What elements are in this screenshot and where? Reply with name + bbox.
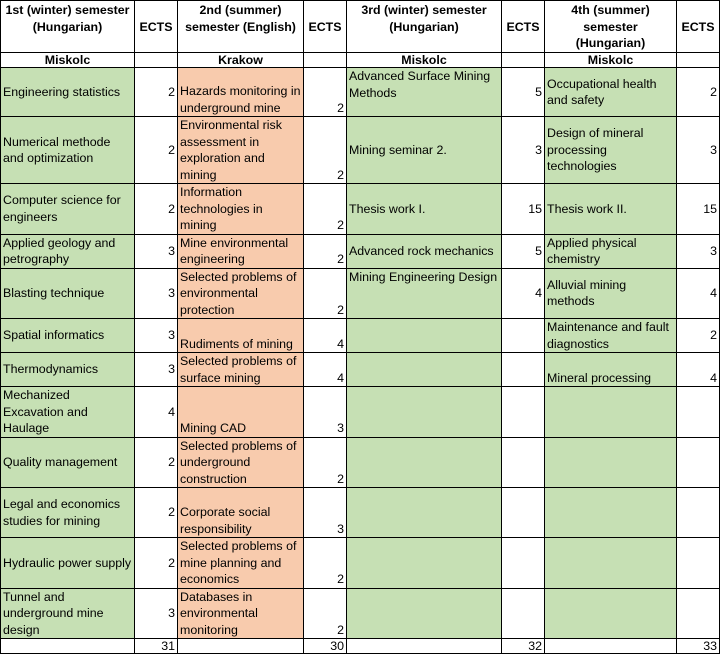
total-label-blank-s3 — [347, 639, 502, 654]
course-name-s1: Engineering statistics — [1, 68, 135, 117]
course-row — [1, 234, 720, 268]
course-name-s4: Design of mineral processing technologies — [545, 117, 677, 184]
course-ects-s1: 3 — [135, 319, 178, 353]
course-ects-s4 — [677, 488, 720, 538]
course-row — [1, 588, 720, 639]
course-name-s2: Mining CAD — [178, 387, 304, 438]
course-ects-s3 — [502, 387, 545, 438]
course-ects-s1: 2 — [135, 184, 178, 235]
course-name-s1: Computer science for engineers — [1, 184, 135, 235]
course-name-s4: Maintenance and fault diagnostics — [545, 319, 677, 353]
course-name-s3 — [347, 488, 502, 538]
semester-2-header: 2nd (summer) semester (English) — [178, 1, 304, 53]
course-name-s2: Mine environmental engineering — [178, 234, 304, 268]
course-ects-s3: 15 — [502, 184, 545, 235]
course-name-s2: Selected problems of mine planning and economics — [178, 538, 304, 589]
total-label-blank-s4 — [545, 639, 677, 654]
course-ects-s2: 2 — [304, 588, 347, 639]
course-ects-s1: 2 — [135, 437, 178, 488]
course-ects-s2: 2 — [304, 184, 347, 235]
course-name-s1: Thermodynamics — [1, 353, 135, 387]
course-name-s1: Numerical methode and optimization — [1, 117, 135, 184]
total-label-blank-s1 — [1, 639, 135, 654]
course-row — [1, 538, 720, 589]
total-ects-s1: 31 — [135, 639, 178, 654]
course-name-s3 — [347, 353, 502, 387]
course-name-s1: Mechanized Excavation and Haulage — [1, 387, 135, 438]
course-name-s2: Corporate social responsibility — [178, 488, 304, 538]
course-ects-s4: 4 — [677, 268, 720, 319]
course-row — [1, 387, 720, 438]
course-name-s3: Advanced rock mechanics — [347, 234, 502, 268]
course-ects-s2: 2 — [304, 117, 347, 184]
course-ects-s1: 3 — [135, 353, 178, 387]
course-name-s4 — [545, 538, 677, 589]
course-name-s4: Mineral processing — [545, 353, 677, 387]
course-ects-s4 — [677, 588, 720, 639]
course-name-s4: Occupational health and safety — [545, 68, 677, 117]
course-ects-s1: 2 — [135, 68, 178, 117]
course-name-s2: Databases in environmental monitoring — [178, 588, 304, 639]
semester-3-location: Miskolc — [347, 53, 502, 68]
course-ects-s1: 4 — [135, 387, 178, 438]
course-ects-s2: 4 — [304, 353, 347, 387]
course-row — [1, 68, 720, 117]
course-ects-s3 — [502, 319, 545, 353]
semester-1-location-ects-blank — [135, 53, 178, 68]
course-row — [1, 117, 720, 184]
course-ects-s4 — [677, 437, 720, 488]
semester-4-location-ects-blank — [677, 53, 720, 68]
course-name-s4 — [545, 588, 677, 639]
course-name-s4 — [545, 437, 677, 488]
course-name-s3: Advanced Surface Mining Methods — [347, 68, 502, 117]
semester-3-header: 3rd (winter) semester (Hungarian) — [347, 1, 502, 53]
course-name-s3 — [347, 437, 502, 488]
course-name-s3: Mining Engineering Design — [347, 268, 502, 319]
header-row — [1, 1, 720, 53]
course-name-s1: Applied geology and petrography — [1, 234, 135, 268]
semester-1-location: Miskolc — [1, 53, 135, 68]
course-name-s1: Legal and economics studies for mining — [1, 488, 135, 538]
course-ects-s2: 2 — [304, 268, 347, 319]
course-ects-s4 — [677, 538, 720, 589]
course-ects-s2: 3 — [304, 488, 347, 538]
semester-2-location: Krakow — [178, 53, 304, 68]
course-name-s1: Spatial informatics — [1, 319, 135, 353]
course-name-s4 — [545, 488, 677, 538]
course-ects-s3 — [502, 588, 545, 639]
course-ects-s4: 3 — [677, 234, 720, 268]
course-name-s3 — [347, 588, 502, 639]
course-ects-s3 — [502, 488, 545, 538]
course-ects-s4: 2 — [677, 319, 720, 353]
course-ects-s1: 2 — [135, 488, 178, 538]
course-name-s1: Quality management — [1, 437, 135, 488]
location-row — [1, 53, 720, 68]
course-ects-s4: 15 — [677, 184, 720, 235]
course-row — [1, 184, 720, 235]
semester-4-ects-header: ECTS — [677, 1, 720, 53]
course-ects-s3 — [502, 437, 545, 488]
course-name-s3 — [347, 538, 502, 589]
course-name-s2: Information technologies in mining — [178, 184, 304, 235]
course-ects-s2: 2 — [304, 538, 347, 589]
course-ects-s1: 2 — [135, 538, 178, 589]
course-ects-s3: 5 — [502, 234, 545, 268]
course-row — [1, 268, 720, 319]
course-row — [1, 319, 720, 353]
totals-row — [1, 639, 720, 654]
semester-4-header: 4th (summer) semester (Hungarian) — [545, 1, 677, 53]
course-ects-s1: 3 — [135, 234, 178, 268]
course-name-s2: Selected problems of surface mining — [178, 353, 304, 387]
course-name-s4: Applied physical chemistry — [545, 234, 677, 268]
semester-4-location: Miskolc — [545, 53, 677, 68]
total-ects-s2: 30 — [304, 639, 347, 654]
semester-2-ects-header: ECTS — [304, 1, 347, 53]
course-row — [1, 353, 720, 387]
course-ects-s3: 4 — [502, 268, 545, 319]
course-name-s2: Selected problems of environmental protection — [178, 268, 304, 319]
course-ects-s3: 5 — [502, 68, 545, 117]
course-ects-s1: 2 — [135, 117, 178, 184]
course-ects-s4: 2 — [677, 68, 720, 117]
course-name-s2: Environmental risk assessment in exploration and mining — [178, 117, 304, 184]
course-ects-s2: 2 — [304, 437, 347, 488]
semester-1-header: 1st (winter) semester (Hungarian) — [1, 1, 135, 53]
total-ects-s3: 32 — [502, 639, 545, 654]
course-ects-s3 — [502, 353, 545, 387]
course-name-s3: Mining seminar 2. — [347, 117, 502, 184]
course-name-s2: Rudiments of mining — [178, 319, 304, 353]
course-ects-s1: 3 — [135, 268, 178, 319]
course-ects-s1: 3 — [135, 588, 178, 639]
course-name-s4: Alluvial mining methods — [545, 268, 677, 319]
course-name-s1: Tunnel and underground mine design — [1, 588, 135, 639]
course-name-s1: Hydraulic power supply — [1, 538, 135, 589]
semester-2-location-ects-blank — [304, 53, 347, 68]
course-ects-s3: 3 — [502, 117, 545, 184]
course-row — [1, 437, 720, 488]
course-name-s3: Thesis work I. — [347, 184, 502, 235]
course-row — [1, 488, 720, 538]
total-ects-s4: 33 — [677, 639, 720, 654]
course-ects-s2: 2 — [304, 68, 347, 117]
course-name-s4 — [545, 387, 677, 438]
total-label-blank-s2 — [178, 639, 304, 654]
course-name-s2: Selected problems of underground construction — [178, 437, 304, 488]
course-ects-s4: 4 — [677, 353, 720, 387]
course-name-s1: Blasting technique — [1, 268, 135, 319]
course-ects-s2: 3 — [304, 387, 347, 438]
course-ects-s4 — [677, 387, 720, 438]
semester-1-ects-header: ECTS — [135, 1, 178, 53]
course-ects-s2: 4 — [304, 319, 347, 353]
semester-3-ects-header: ECTS — [502, 1, 545, 53]
course-name-s3 — [347, 319, 502, 353]
course-ects-s4: 3 — [677, 117, 720, 184]
course-ects-s2: 2 — [304, 234, 347, 268]
course-name-s3 — [347, 387, 502, 438]
course-name-s2: Hazards monitoring in underground mine — [178, 68, 304, 117]
course-ects-s3 — [502, 538, 545, 589]
course-name-s4: Thesis work II. — [545, 184, 677, 235]
semester-3-location-ects-blank — [502, 53, 545, 68]
